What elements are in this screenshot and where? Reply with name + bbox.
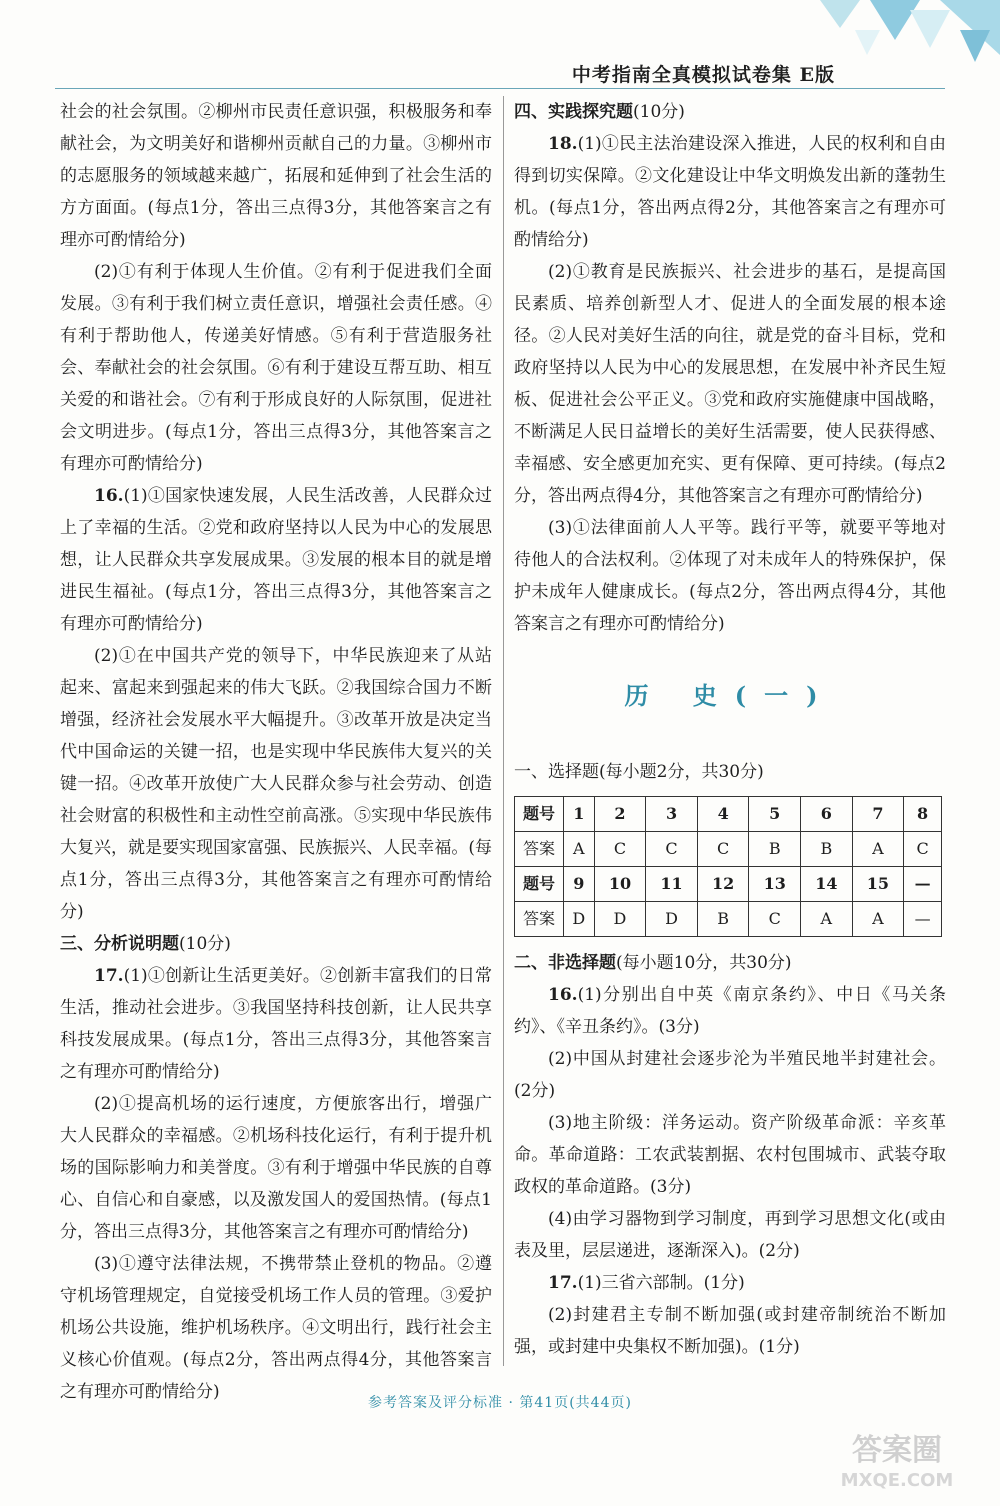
question-number: 16.	[548, 985, 578, 1005]
table-cell: A	[852, 902, 904, 937]
table-row	[515, 832, 942, 867]
history-question-17-part-1	[514, 1267, 946, 1299]
answer-text: (1)三省六部制。(1分)	[577, 1273, 745, 1293]
section-heading: 四、实践探究题(10分)	[514, 102, 685, 122]
table-cell: 题号	[515, 797, 564, 832]
section-heading: 一、选择题(每小题2分，共30分)	[514, 762, 764, 782]
table-cell: —	[904, 902, 942, 937]
paragraph: (2)①教育是民族振兴、社会进步的基石，是提高国民素质、培养创新型人才、促进人的全面发展的根本途径。②人民对美好生活的向往，就是党的奋斗目标，党和政府坚持以人民为中心的发展思想，在发展中补齐民生短板、促进社会公平正义。③党和政府实施健康中国战略，不断满足人民日益增长的美好生活需要，使人民获得感、幸福感、安全感更加充实、更有保障、更可持续。(每点2分，答出两点得4分，其他答案言之有理亦可酌情给分)	[514, 262, 946, 506]
table-cell: 14	[801, 867, 853, 902]
table-cell: 2	[594, 797, 646, 832]
paragraph: (3)①遵守法律法规，不携带禁止登机的物品。②遵守机场管理规定，自觉接受机场工作人员的管理。③爱护机场公共设施，维护机场秩序。④文明出行，践行社会主义核心价值观。(每点2分，答出两点得4分，其他答案言之有理亦可酌情给分)	[60, 1254, 492, 1402]
table-cell: C	[749, 902, 801, 937]
table-row	[515, 797, 942, 832]
table-cell: A	[852, 832, 904, 867]
table-cell: 12	[697, 867, 749, 902]
table-cell: 1	[564, 797, 595, 832]
table-cell: C	[646, 832, 698, 867]
table-cell: 8	[904, 797, 942, 832]
paragraph: (2)封建君主专制不断加强(或封建帝制统治不断加强，或封建中央集权不断加强)。(1分)	[514, 1305, 946, 1357]
table-cell: 4	[697, 797, 749, 832]
subject-title: 历 史(一)	[624, 681, 836, 710]
section-heading: 二、非选择题(每小题10分，共30分)	[514, 953, 792, 973]
answer-table	[514, 796, 942, 937]
table-cell: D	[594, 902, 646, 937]
table-cell: 7	[852, 797, 904, 832]
table-cell: 3	[646, 797, 698, 832]
left-column	[60, 96, 492, 1408]
paragraph: (2)①有利于体现人生价值。②有利于促进我们全面发展。③有利于我们树立责任意识，增强社会责任感。④有利于帮助他人，传递美好情感。⑤有利于营造服务社会、奉献社会的社会氛围。⑥有利于建设互帮互助、相互关爱的和谐社会。⑦有利于形成良好的人际氛围，促进社会文明进步。(每点1分，答出三点得3分，其他答案言之有理亦可酌情给分)	[60, 262, 492, 474]
table-cell: B	[801, 832, 853, 867]
answer-text: (1)①创新让生活更美好。②创新丰富我们的日常生活，推动社会进步。③我国坚持科技创新，让人民共享科技发展成果。(每点1分，答出三点得3分，其他答案言之有理亦可酌情给分)	[60, 966, 492, 1082]
question-number: 17.	[548, 1273, 578, 1293]
table-cell: C	[697, 832, 749, 867]
table-cell: C	[594, 832, 646, 867]
page-header-title: 中考指南全真模拟试卷集 E版	[571, 64, 835, 86]
table-cell: 答案	[515, 832, 564, 867]
table-cell: —	[904, 867, 942, 902]
watermark-logo	[815, 1424, 980, 1494]
table-cell: 5	[749, 797, 801, 832]
column-divider	[503, 96, 504, 1366]
table-cell: D	[564, 902, 595, 937]
table-cell: B	[749, 832, 801, 867]
paragraph: (3)地主阶级：洋务运动。资产阶级革命派：辛亥革命。革命道路：工农武装割据、农村包围城市、武装夺取政权的革命道路。(3分)	[514, 1113, 946, 1197]
paragraph: (2)中国从封建社会逐步沦为半殖民地半封建社会。(2分)	[514, 1049, 946, 1101]
table-cell: 13	[749, 867, 801, 902]
paragraph: (3)①法律面前人人平等。践行平等，就要平等地对待他人的合法权利。②体现了对未成年人的特殊保护，保护未成年人健康成长。(每点2分，答出两点得4分，其他答案言之有理亦可酌情给分)	[514, 518, 946, 634]
paragraph: 社会的社会氛围。②柳州市民责任意识强，积极服务和奉献社会，为文明美好和谐柳州贡献自己的力量。③柳州市的志愿服务的领域越来越广，拓展和延伸到了社会生活的方方面面。(每点1分，答出三点得3分，其他答案言之有理亦可酌情给分)	[60, 102, 492, 250]
answer-text: (1)①国家快速发展，人民生活改善，人民群众过上了幸福的生活。②党和政府坚持以人民为中心的发展思想，让人民群众共享发展成果。③发展的根本目的就是增进民生福祉。(每点1分，答出三点得3分，其他答案言之有理亦可酌情给分)	[60, 486, 492, 634]
question-number: 18.	[548, 134, 578, 154]
question-18-part-1	[514, 128, 946, 256]
table-cell: 答案	[515, 902, 564, 937]
right-column	[514, 96, 946, 1363]
question-number: 17.	[94, 966, 124, 986]
question-17-part-1	[60, 960, 492, 1088]
table-row	[515, 902, 942, 937]
paragraph: (4)由学习器物到学习制度，再到学习思想文化(或由表及里，层层递进，逐渐深入)。(2分)	[514, 1209, 946, 1261]
svg-text:答案圈: 答案圈	[852, 1433, 942, 1468]
table-row	[515, 867, 942, 902]
question-number: 16.	[94, 486, 124, 506]
answer-text: (1)分别出自中英《南京条约》、中日《马关条约》、《辛丑条约》。(3分)	[514, 985, 946, 1037]
page-footer: 参考答案及评分标准 · 第41页(共44页)	[368, 1395, 632, 1411]
svg-text:MXQE.COM: MXQE.COM	[840, 1470, 954, 1491]
question-16-part-1	[60, 480, 492, 640]
table-cell: C	[904, 832, 942, 867]
paragraph: (2)①在中国共产党的领导下，中华民族迎来了从站起来、富起来到强起来的伟大飞跃。②我国综合国力不断增强，经济社会发展水平大幅提升。③改革开放是决定当代中国命运的关键一招，也是实现中华民族伟大复兴的关键一招。④改革开放使广大人民群众参与社会劳动、创造社会财富的积极性和主动性空前高涨。⑤实现中华民族伟大复兴，就是要实现国家富强、民族振兴、人民幸福。(每点1分，答出三点得3分，其他答案言之有理亦可酌情给分)	[60, 646, 492, 922]
table-cell: A	[564, 832, 595, 867]
table-cell: 10	[594, 867, 646, 902]
paragraph: (2)①提高机场的运行速度，方便旅客出行，增强广大人民群众的幸福感。②机场科技化运行，有利于提升机场的国际影响力和美誉度。③有利于增强中华民族的自尊心、自信心和自豪感，以及激发国人的爱国热情。(每点1分，答出三点得3分，其他答案言之有理亦可酌情给分)	[60, 1094, 492, 1242]
table-cell: 11	[646, 867, 698, 902]
answer-text: (1)①民主法治建设深入推进，人民的权利和自由得到切实保障。②文化建设让中华文明焕发出新的蓬勃生机。(每点1分，答出两点得2分，其他答案言之有理亦可酌情给分)	[514, 134, 946, 250]
section-heading: 三、分析说明题(10分)	[60, 934, 231, 954]
table-cell: 题号	[515, 867, 564, 902]
history-question-16-part-1	[514, 979, 946, 1043]
table-cell: 15	[852, 867, 904, 902]
table-cell: 6	[801, 797, 853, 832]
table-cell: D	[646, 902, 698, 937]
table-cell: 9	[564, 867, 595, 902]
header-rule	[55, 88, 945, 89]
table-cell: A	[801, 902, 853, 937]
table-cell: B	[697, 902, 749, 937]
